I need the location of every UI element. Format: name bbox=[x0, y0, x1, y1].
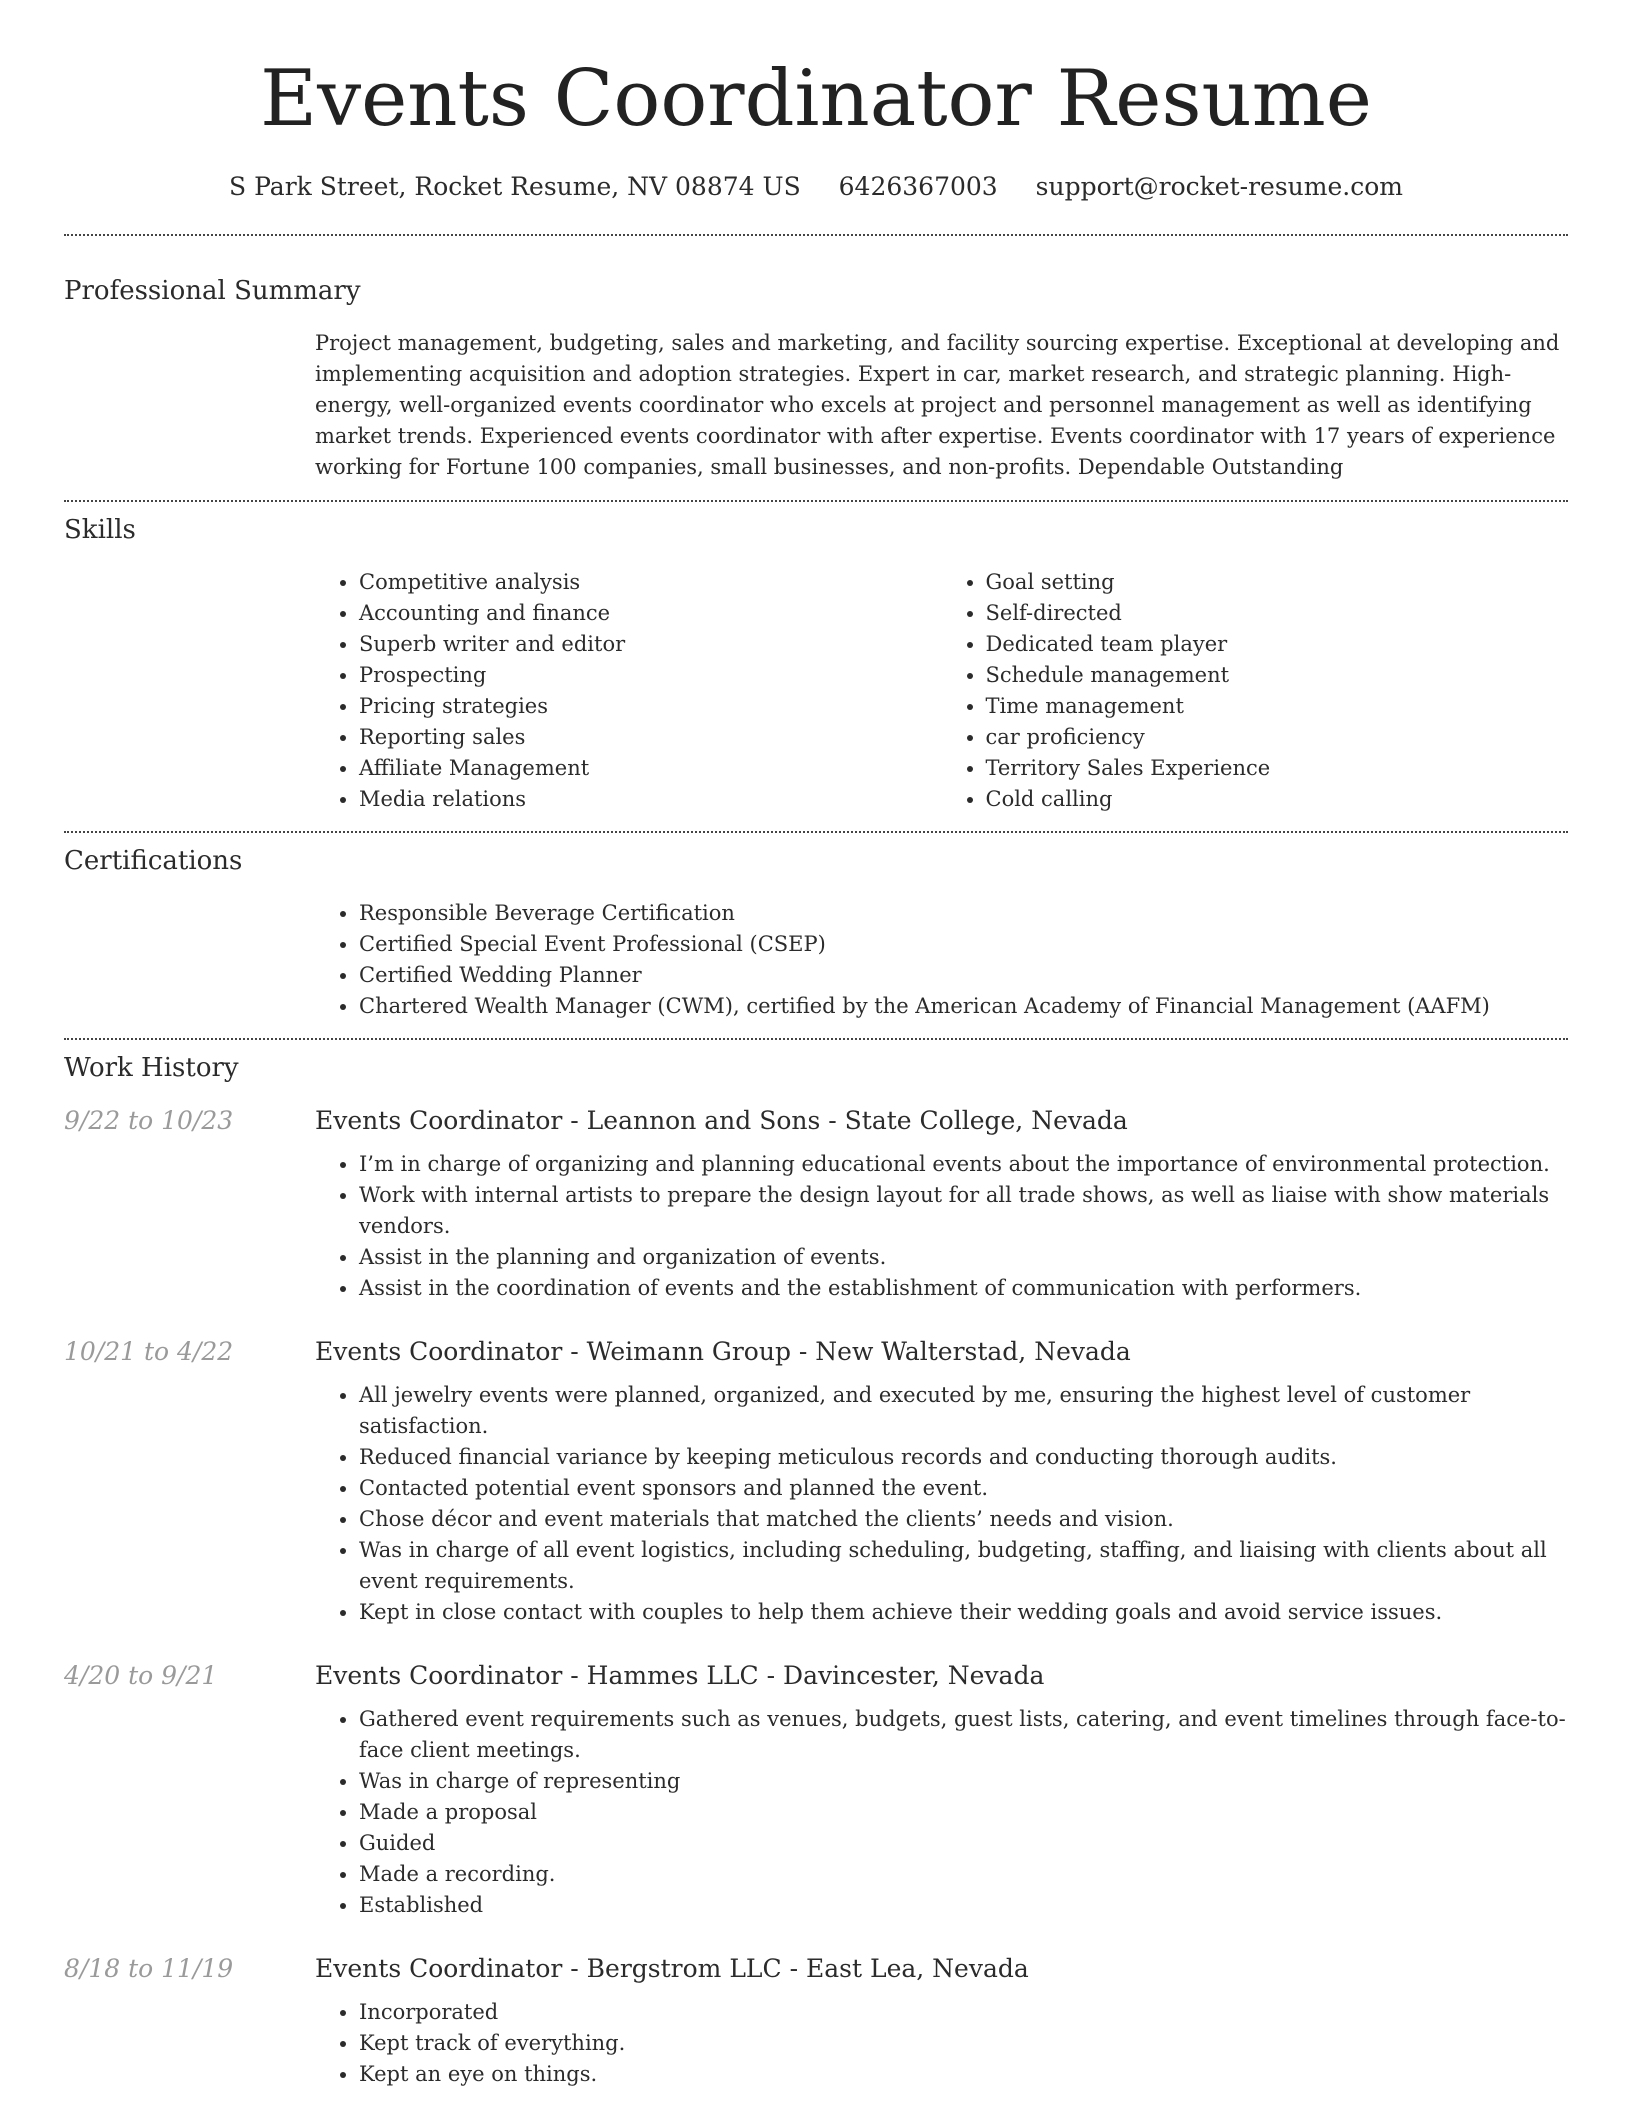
job-header bbox=[64, 1337, 1568, 1366]
summary-body bbox=[315, 328, 1568, 483]
job-bullet: • Was in charge of all event logistics, including scheduling, budgeting, staffing, and liaising with clients about all event requirements. bbox=[359, 1535, 1568, 1597]
resume-title: Events Coordinator Resume bbox=[260, 54, 1372, 144]
divider bbox=[64, 234, 1568, 236]
skill-item: • Superb writer and editor bbox=[359, 629, 942, 660]
job-bullet: • All jewelry events were planned, organized, and executed by me, ensuring the highest level of customer satisfaction. bbox=[359, 1380, 1568, 1442]
certifications-body bbox=[315, 898, 1568, 1022]
skill-item: • Media relations bbox=[359, 784, 942, 815]
job-bullets bbox=[315, 1149, 1568, 1304]
job-bullet: • Was in charge of representing bbox=[359, 1766, 1568, 1797]
job-bullet: • Contacted potential event sponsors and planned the event. bbox=[359, 1473, 1568, 1504]
job-bullet: • Kept in close contact with couples to help them achieve their wedding goals and avoid service issues. bbox=[359, 1597, 1568, 1628]
section-heading-skills: Skills bbox=[64, 515, 136, 545]
job-body bbox=[315, 1704, 1568, 1921]
job-bullet: • Work with internal artists to prepare the design layout for all trade shows, as well as liaise with show materials vendors. bbox=[359, 1180, 1568, 1242]
certification-item: • Responsible Beverage Certification bbox=[359, 898, 1568, 929]
certification-item: • Certified Wedding Planner bbox=[359, 960, 1568, 991]
section-heading-summary: Professional Summary bbox=[64, 276, 361, 306]
job-bullet: • Kept an eye on things. bbox=[359, 2059, 1568, 2090]
skill-item: • Reporting sales bbox=[359, 722, 942, 753]
job-body bbox=[315, 1997, 1568, 2090]
resume-page bbox=[64, 0, 1568, 2090]
skill-item: • Accounting and finance bbox=[359, 598, 942, 629]
certification-item: • Certified Special Event Professional (CSEP) bbox=[359, 929, 1568, 960]
job-bullet: • Incorporated bbox=[359, 1997, 1568, 2028]
job-bullet: • Made a proposal bbox=[359, 1797, 1568, 1828]
job-header bbox=[64, 1954, 1568, 1983]
skill-item: • Affiliate Management bbox=[359, 753, 942, 784]
job-bullet: • Kept track of everything. bbox=[359, 2028, 1568, 2059]
job-dates: 10/21 to 4/22 bbox=[64, 1337, 234, 1366]
skill-item: • Time management bbox=[986, 691, 1569, 722]
job-bullets bbox=[315, 1997, 1568, 2090]
skill-item: • Territory Sales Experience bbox=[986, 753, 1569, 784]
skill-item: • Schedule management bbox=[986, 660, 1569, 691]
job-bullet: • Chose décor and event materials that matched the clients’ needs and vision. bbox=[359, 1504, 1568, 1535]
skill-item: • Goal setting bbox=[986, 567, 1569, 598]
job-bullets bbox=[315, 1704, 1568, 1921]
job-dates: 4/20 to 9/21 bbox=[64, 1661, 218, 1690]
job-bullet: • Established bbox=[359, 1890, 1568, 1921]
job-bullet: • Made a recording. bbox=[359, 1859, 1568, 1890]
certification-item: • Chartered Wealth Manager (CWM), certified by the American Academy of Financial Management (AAFM) bbox=[359, 991, 1568, 1022]
job-bullet: • Guided bbox=[359, 1828, 1568, 1859]
certifications-list bbox=[315, 898, 1568, 1022]
skill-item: • car proficiency bbox=[986, 722, 1569, 753]
job-bullet: • Assist in the planning and organization of events. bbox=[359, 1242, 1568, 1273]
contact-phone: 6426367003 bbox=[838, 172, 998, 201]
skill-item: • Prospecting bbox=[359, 660, 942, 691]
job-title: Events Coordinator - Weimann Group - New Walterstad, Nevada bbox=[315, 1337, 1131, 1366]
divider bbox=[64, 1038, 1568, 1040]
job-bullet: • I’m in charge of organizing and planning educational events about the importance of environmental protection. bbox=[359, 1149, 1568, 1180]
contact-line bbox=[64, 172, 1568, 201]
divider bbox=[64, 500, 1568, 502]
job-dates: 9/22 to 10/23 bbox=[64, 1106, 234, 1135]
skill-item: • Competitive analysis bbox=[359, 567, 942, 598]
job-body bbox=[315, 1149, 1568, 1304]
job-bullet: • Gathered event requirements such as venues, budgets, guest lists, catering, and event timelines through face-to-face client meetings. bbox=[359, 1704, 1568, 1766]
contact-email: support@rocket-resume.com bbox=[1035, 172, 1403, 201]
skills-column-right bbox=[942, 567, 1569, 815]
skill-item: • Self-directed bbox=[986, 598, 1569, 629]
section-heading-certifications: Certifications bbox=[64, 846, 243, 876]
summary-text: Project management, budgeting, sales and marketing, and facility sourcing expertise. Exceptional at developing and implementing acquisition and adoption strategies. Expert in car, market research, and strategic planning. High-energy, well-organized events coordinator who excels at project and personnel management as well as identifying market trends. Experienced events coordinator with after expertise. Events coordinator with 17 years of experience working for Fortune 100 companies, small businesses, and non-profits. Dependable Outstanding bbox=[315, 331, 1560, 479]
job-dates: 8/18 to 11/19 bbox=[64, 1954, 234, 1983]
job-title: Events Coordinator - Hammes LLC - Davincester, Nevada bbox=[315, 1661, 1045, 1690]
divider bbox=[64, 831, 1568, 833]
job-bullet: • Assist in the coordination of events and the establishment of communication with performers. bbox=[359, 1273, 1568, 1304]
skills-column-left bbox=[315, 567, 942, 815]
job-header bbox=[64, 1106, 1568, 1135]
job-body bbox=[315, 1380, 1568, 1628]
job-header bbox=[64, 1661, 1568, 1690]
section-heading-work-history: Work History bbox=[64, 1053, 239, 1083]
job-bullets bbox=[315, 1380, 1568, 1628]
skill-item: • Pricing strategies bbox=[359, 691, 942, 722]
skill-item: • Cold calling bbox=[986, 784, 1569, 815]
contact-address: S Park Street, Rocket Resume, NV 08874 US bbox=[229, 172, 801, 201]
skills-list bbox=[315, 567, 1568, 815]
job-bullet: • Reduced financial variance by keeping meticulous records and conducting thorough audits. bbox=[359, 1442, 1568, 1473]
skill-item: • Dedicated team player bbox=[986, 629, 1569, 660]
job-title: Events Coordinator - Leannon and Sons - State College, Nevada bbox=[315, 1106, 1128, 1135]
job-title: Events Coordinator - Bergstrom LLC - East Lea, Nevada bbox=[315, 1954, 1029, 1983]
